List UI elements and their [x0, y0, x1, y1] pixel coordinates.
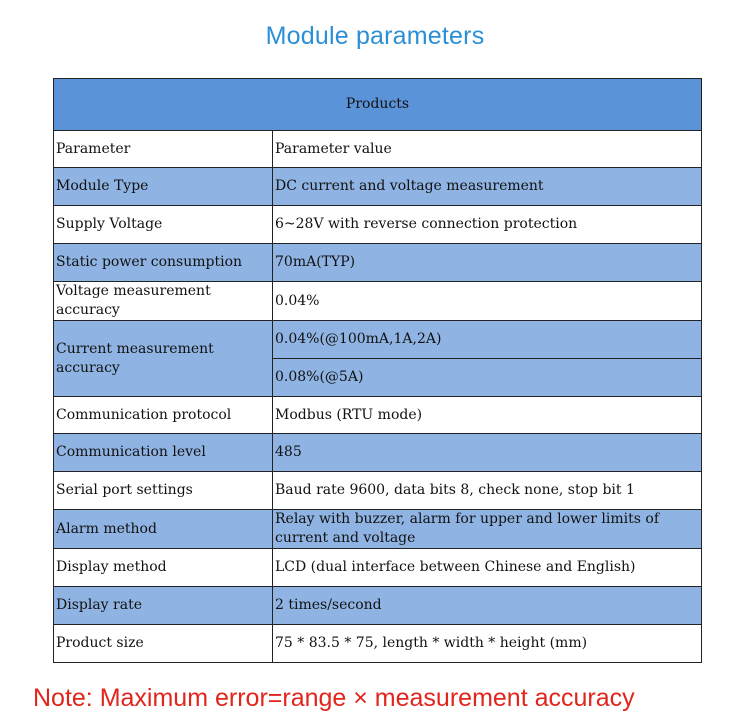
param-value: DC current and voltage measurement [273, 168, 702, 206]
table-row [54, 282, 702, 321]
table-row [54, 397, 702, 434]
parameters-table [53, 78, 702, 663]
param-label: Current measurement accuracy [54, 321, 273, 397]
table-row [54, 244, 702, 282]
table-header-row [54, 79, 702, 131]
param-value: 485 [273, 434, 702, 472]
param-value: 0.04%(@100mA,1A,2A) [273, 321, 702, 359]
table-row [54, 625, 702, 663]
table-row [54, 321, 702, 359]
param-label: Display method [54, 549, 273, 587]
accuracy-note: Note: Maximum error=range × measurement accuracy [33, 684, 635, 712]
param-label: Communication level [54, 434, 273, 472]
param-value: 0.08%(@5A) [273, 359, 702, 397]
table-header: Products [54, 79, 702, 131]
table-row [54, 131, 702, 168]
table-row [54, 206, 702, 244]
param-label: Module Type [54, 168, 273, 206]
col-header-value: Parameter value [273, 131, 702, 168]
param-label: Product size [54, 625, 273, 663]
table-row [54, 434, 702, 472]
page-title: Module parameters [265, 22, 485, 50]
param-value: Relay with buzzer, alarm for upper and lower limits of current and voltage [273, 510, 702, 549]
param-value: 6~28V with reverse connection protection [273, 206, 702, 244]
table-row [54, 510, 702, 549]
param-value: LCD (dual interface between Chinese and English) [273, 549, 702, 587]
param-label: Display rate [54, 587, 273, 625]
param-label: Supply Voltage [54, 206, 273, 244]
param-value: Baud rate 9600, data bits 8, check none, stop bit 1 [273, 472, 702, 510]
table-row [54, 472, 702, 510]
param-label: Static power consumption [54, 244, 273, 282]
table-row [54, 549, 702, 587]
table-row [54, 168, 702, 206]
param-value: 2 times/second [273, 587, 702, 625]
param-value: Modbus (RTU mode) [273, 397, 702, 434]
param-value: 0.04% [273, 282, 702, 321]
col-header-parameter: Parameter [54, 131, 273, 168]
param-label: Serial port settings [54, 472, 273, 510]
param-label: Communication protocol [54, 397, 273, 434]
param-label: Voltage measurement accuracy [54, 282, 273, 321]
param-value: 70mA(TYP) [273, 244, 702, 282]
param-label: Alarm method [54, 510, 273, 549]
table-row [54, 587, 702, 625]
param-value: 75 * 83.5 * 75, length * width * height (mm) [273, 625, 702, 663]
